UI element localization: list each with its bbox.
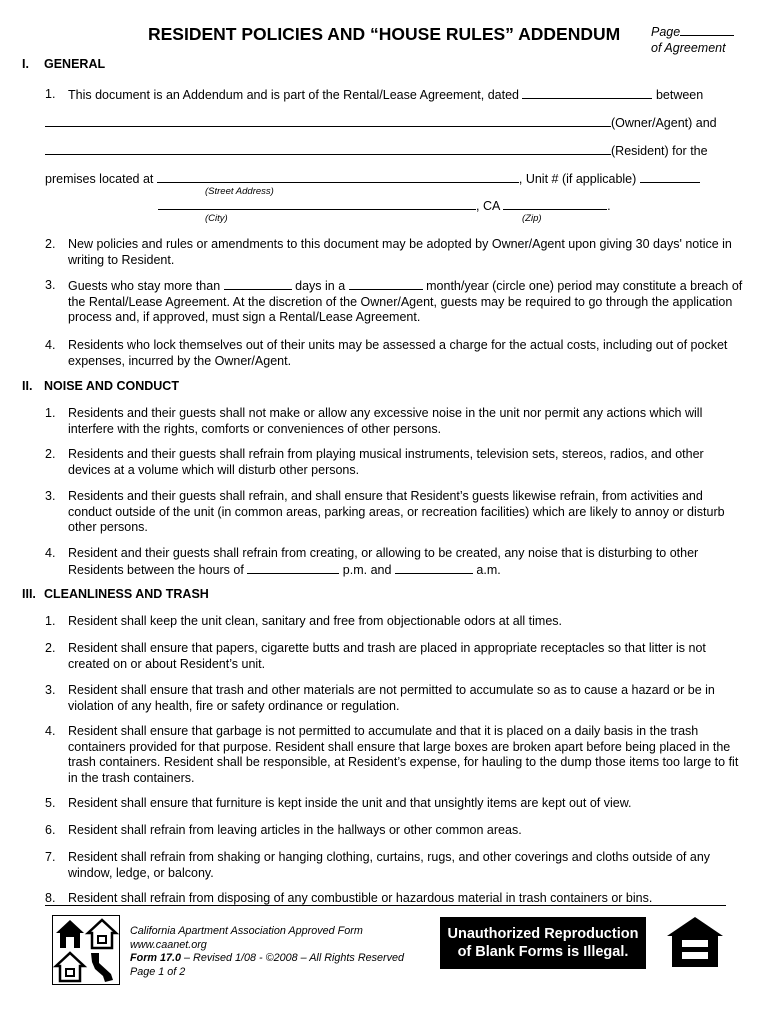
- item-number: 1.: [45, 87, 56, 101]
- noise-item3-text: Residents and their guests shall refrain, and shall ensure that Resident’s guests likewise refrain, from activities and conduct outside of the unit (in common areas, parking areas, or recreation facilities) which are likely to annoy or disturb other persons.: [68, 489, 725, 534]
- badge-line2: of Blank Forms is Illegal.: [457, 944, 629, 960]
- footer-page-number: Page 1 of 2: [130, 965, 186, 978]
- caa-house-logo-icon: [52, 915, 120, 985]
- section-noise-heading: II. NOISE AND CONDUCT: [22, 379, 179, 393]
- general-item1-line1: This document is an Addendum and is part of the Rental/Lease Agreement, dated between: [68, 88, 704, 102]
- item-number: 6.: [45, 823, 56, 837]
- item-number: 8.: [45, 891, 56, 905]
- guest-period-blank[interactable]: [349, 278, 423, 290]
- of-agreement-label: of Agreement: [651, 41, 726, 55]
- footer-divider: [45, 905, 726, 906]
- item-number: 2.: [45, 447, 56, 461]
- zip-blank[interactable]: [503, 198, 607, 210]
- item-number: 3.: [45, 489, 56, 503]
- agreement-date-blank[interactable]: [522, 87, 652, 99]
- item-number: 3.: [45, 683, 56, 697]
- owner-agent-blank[interactable]: [45, 115, 611, 127]
- footer-website[interactable]: www.caanet.org: [130, 938, 207, 951]
- general-item3-text: Guests who stay more than days in a month/year (circle one) period may constitute a breach of the Rental/Lease Agreement. At the discretion of the Owner/Agent, guests may be required to go through the application process and, if approved, must sign a Rental/Lease Agreement.: [68, 279, 743, 324]
- item-number: 1.: [45, 614, 56, 628]
- footer-association: California Apartment Association Approved Form: [130, 925, 363, 937]
- city-hint: (City): [205, 213, 228, 224]
- general-item1-line5: , CA .: [158, 198, 611, 215]
- noise-item4-text: Resident and their guests shall refrain from creating, or allowing to be created, any noise that is disturbing to other Residents between the hours of p.m. and a.m.: [68, 546, 699, 577]
- clean-item8-text: Resident shall refrain from disposing of any combustible or hazardous material in trash containers or bins.: [68, 891, 653, 905]
- general-item1-line2: (Owner/Agent) and: [45, 115, 717, 132]
- section-cleanliness-heading: III. CLEANLINESS AND TRASH: [22, 587, 209, 601]
- general-item2-text: New policies and rules or amendments to this document may be adopted by Owner/Agent upon giving 30 days' notice in writing to Resident.: [68, 237, 732, 267]
- clean-item3-text: Resident shall ensure that trash and other materials are not permitted to accumulate so as to cause a hazard or be in violation of any health, fire or safety ordinance or regulation.: [68, 683, 715, 713]
- general-item1-line3: (Resident) for the: [45, 143, 708, 160]
- item-number: 4.: [45, 338, 56, 352]
- item-number: 2.: [45, 641, 56, 655]
- quiet-hours-start-blank[interactable]: [247, 562, 339, 574]
- clean-item6-text: Resident shall refrain from leaving articles in the hallways or other common areas.: [68, 823, 522, 837]
- item-number: 7.: [45, 850, 56, 864]
- item-number: 1.: [45, 406, 56, 420]
- item-number: 4.: [45, 724, 56, 738]
- street-address-blank[interactable]: [157, 171, 519, 183]
- page-label: Page: [651, 25, 681, 39]
- item-number: 5.: [45, 796, 56, 810]
- item-number: 4.: [45, 546, 56, 560]
- resident-name-blank[interactable]: [45, 143, 611, 155]
- noise-item1-text: Residents and their guests shall not make or allow any excessive noise in the unit nor permit any actions which will interfere with the rights, comforts or conveniences of other persons.: [68, 406, 703, 436]
- footer-info: [130, 925, 404, 979]
- document-title: RESIDENT POLICIES AND “HOUSE RULES” ADDENDUM: [148, 24, 621, 44]
- unauthorized-reproduction-badge: [440, 917, 646, 969]
- unit-number-blank[interactable]: [640, 171, 700, 183]
- badge-line1: Unauthorized Reproduction: [447, 926, 639, 942]
- clean-item4-text: Resident shall ensure that garbage is not permitted to accumulate and that it is placed on a daily basis in the trash containers provided for that purpose. Resident shall ensure that large boxes are broken apart before being placed in the trash containers. Resident shall be responsible, at Resident’s expense, for hauling to the dump those items too large to fit in the trash containers.: [68, 724, 739, 785]
- page-reference: [651, 24, 734, 56]
- item-number: 3.: [45, 278, 56, 292]
- section-general-heading: I. GENERAL: [22, 57, 106, 71]
- item-number: 2.: [45, 237, 56, 251]
- general-item1-line4: premises located at , Unit # (if applicable): [45, 171, 700, 188]
- quiet-hours-end-blank[interactable]: [395, 562, 473, 574]
- street-address-hint: (Street Address): [205, 186, 274, 197]
- equal-housing-icon: [666, 916, 724, 968]
- noise-item2-text: Residents and their guests shall refrain from playing musical instruments, television sets, stereos, radios, and other devices at a volume which will disturb other persons.: [68, 447, 704, 477]
- clean-item7-text: Resident shall refrain from shaking or hanging clothing, curtains, rugs, and other coverings and cloths outside of any window, ledge, or balcony.: [68, 850, 711, 880]
- general-item4-text: Residents who lock themselves out of their units may be assessed a charge for the actual costs, including out of pocket expenses, incurred by the Owner/Agent.: [68, 338, 728, 368]
- page-number-blank[interactable]: [680, 25, 734, 36]
- clean-item1-text: Resident shall keep the unit clean, sanitary and free from objectionable odors at all times.: [68, 614, 563, 628]
- footer-form-info: Form 17.0 – Revised 1/08 - ©2008 – All Rights Reserved: [130, 952, 405, 964]
- city-blank[interactable]: [158, 198, 476, 210]
- clean-item5-text: Resident shall ensure that furniture is kept inside the unit and that unsightly items are kept out of view.: [68, 796, 632, 810]
- zip-hint: (Zip): [522, 213, 542, 224]
- guest-days-blank[interactable]: [224, 278, 292, 290]
- clean-item2-text: Resident shall ensure that papers, cigarette butts and trash are placed in appropriate receptacles so that litter is not created on or about Resident’s unit.: [68, 641, 706, 671]
